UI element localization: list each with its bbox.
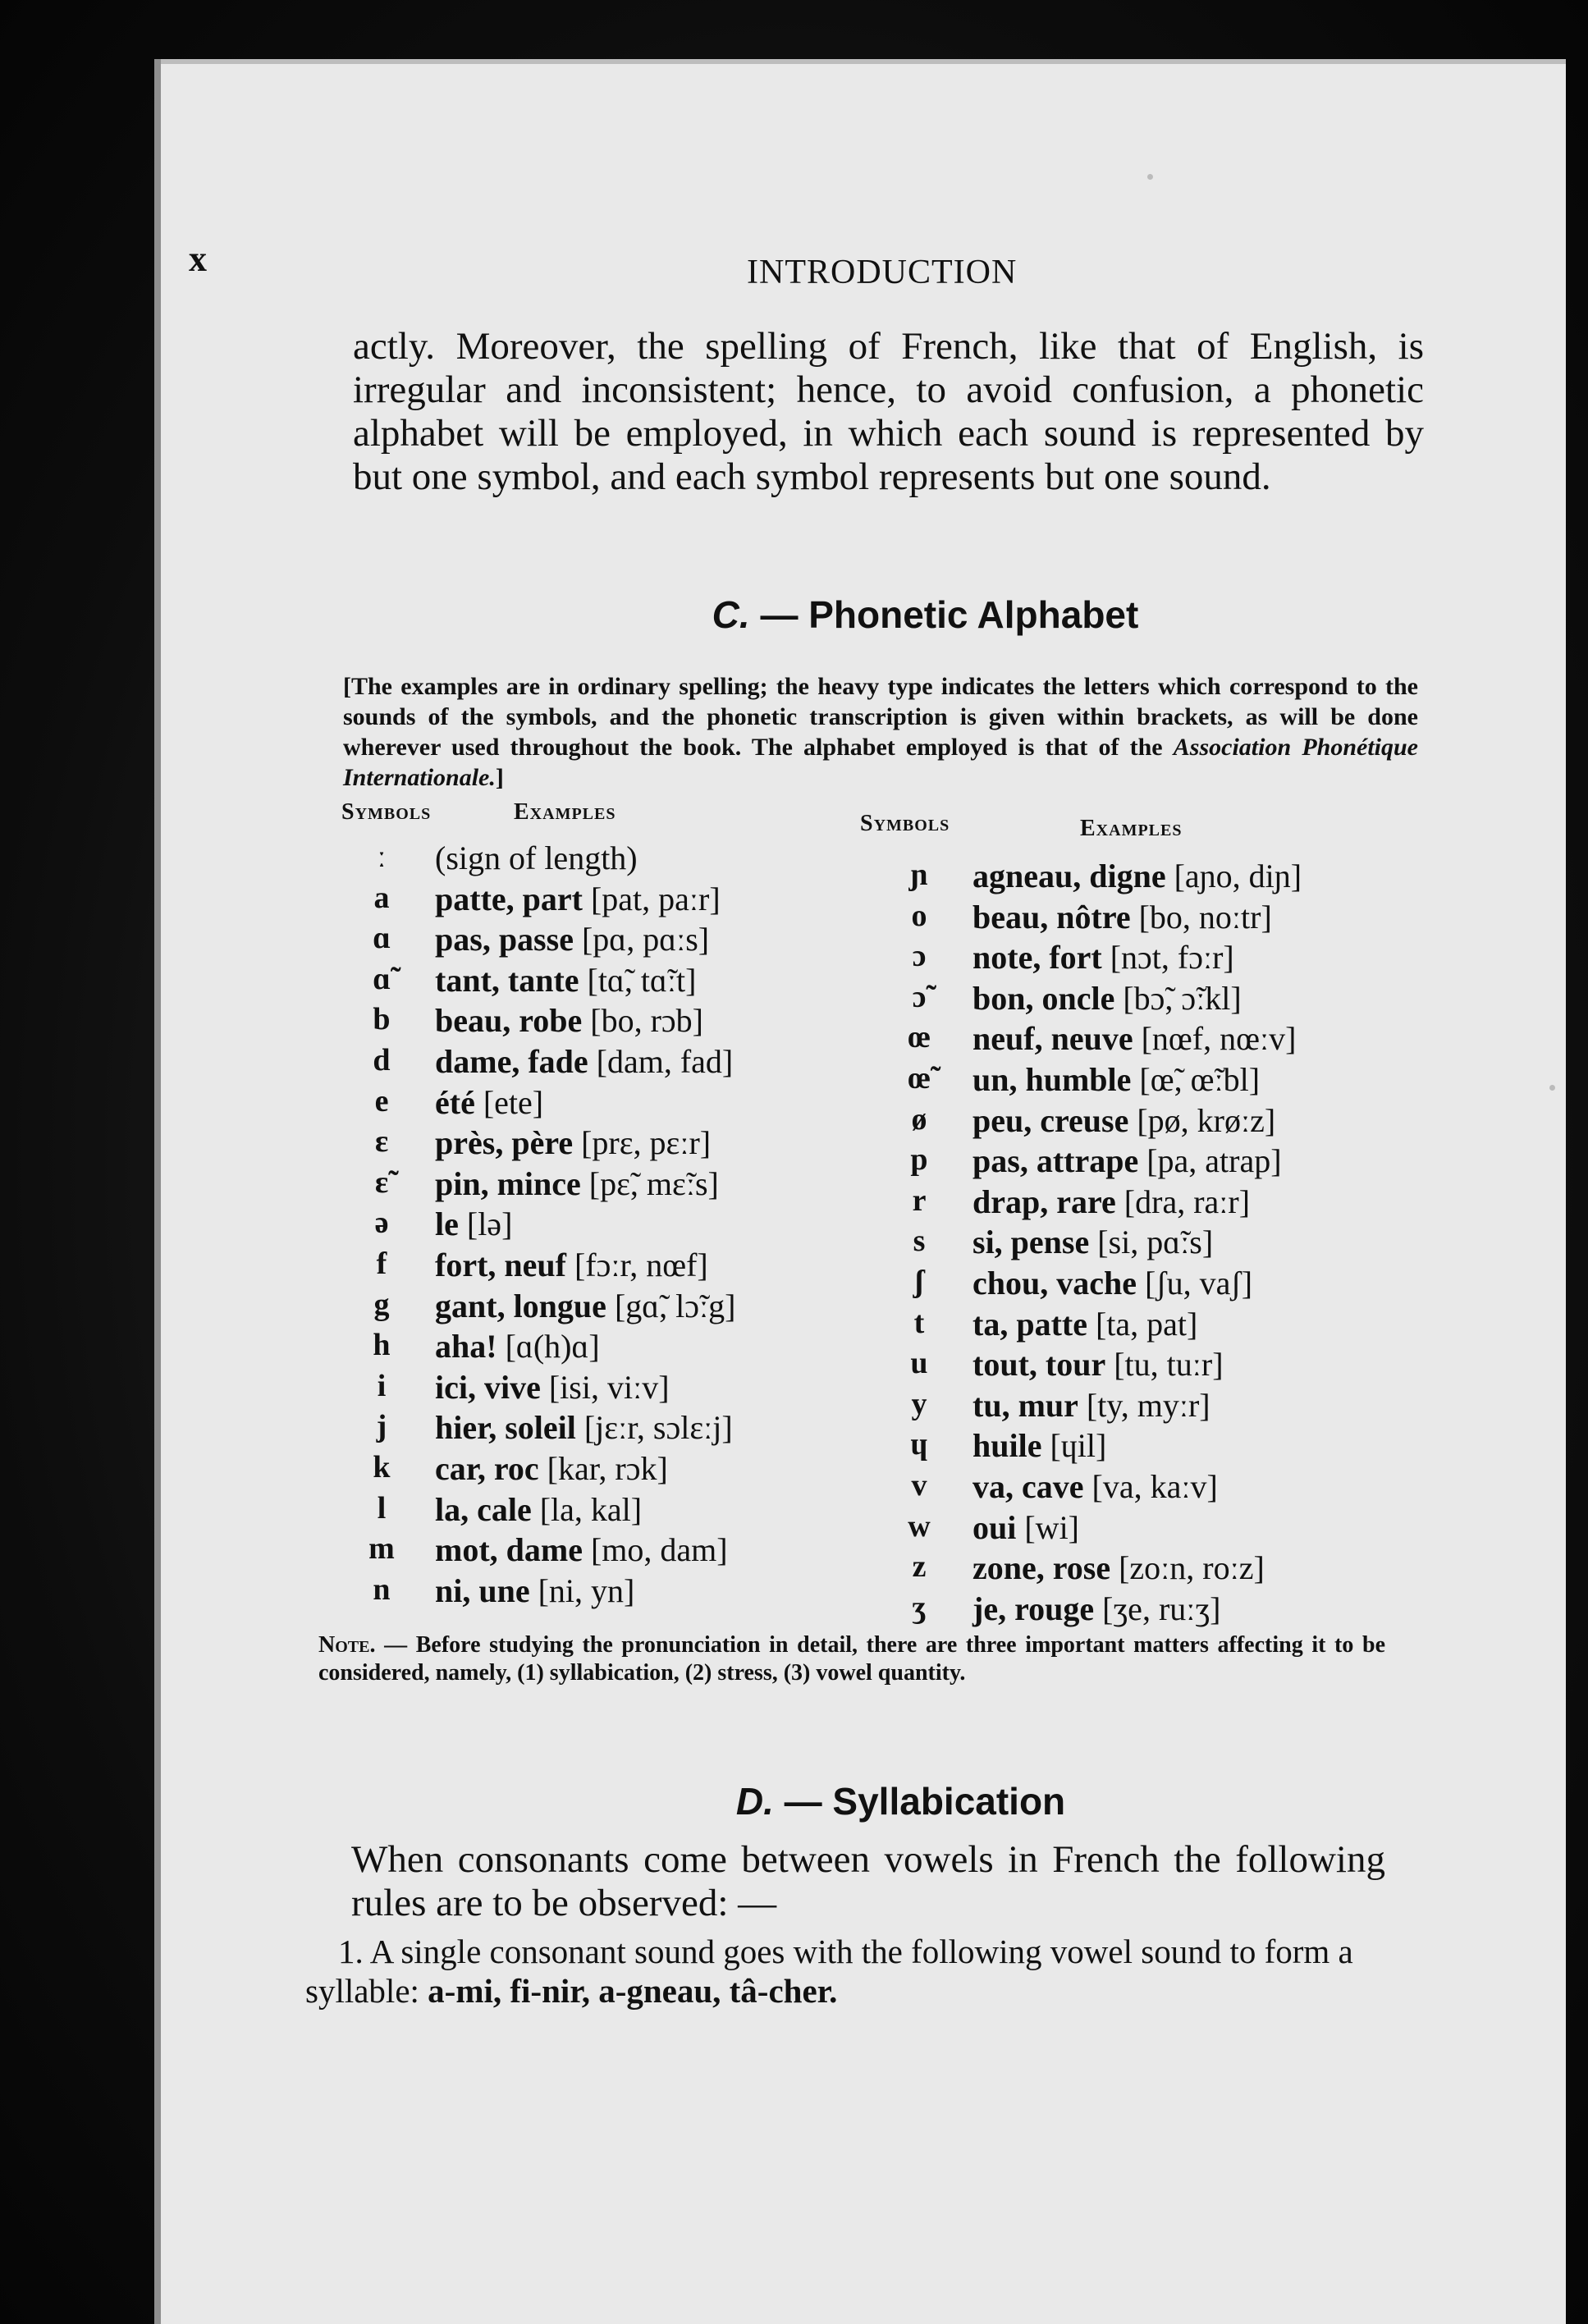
example-right: bon, oncle [bɔ̃, ɔ̃ːkl] [972,979,1242,1017]
symbol-right: ɔ̃ [912,979,927,1014]
symbol-right: u [910,1346,928,1381]
example-right: agneau, digne [aɲo, diɲ] [972,858,1302,894]
example-right: tout, tour [tu, tuːr] [972,1346,1224,1384]
example-left: été [ete] [435,1083,544,1121]
symbol-right: ʃ [914,1265,924,1299]
symbol-right: t [913,1305,925,1340]
example-right: pas, attrape [pa, atrap] [972,1142,1282,1180]
note-text: — Before studying the pronunciation in detail, there are three important matters affecting it to be considered, namely, (1) syllabication, (2) stress, (3) vowel quantity. [318,1632,1385,1686]
example-right: huile [ɥil] [972,1427,1107,1465]
symbol-left: ɑ̃ [373,961,391,996]
col-head-examples-left: Examples [514,799,616,825]
symbol-right: ɥ [910,1427,928,1462]
symbol-right: ɲ [910,858,928,892]
example-right: va, cave [va, kaːv] [972,1468,1218,1505]
syllabication-rule-1 [305,1932,1380,2011]
symbol-left: k [373,1450,391,1485]
example-left: hier, soleil [jɛːr, sɔlɛːj] [435,1409,733,1447]
symbol-right: s [913,1224,926,1259]
rule-1-text: 1. A single consonant sound goes with the following vowel sound to form a syllable: [305,1933,1353,2010]
symbol-left: j [376,1409,387,1444]
col-head-symbols-left: Symbols [341,799,432,825]
symbol-left: ɛ [374,1124,389,1160]
symbol-left: g [373,1287,390,1322]
symbol-left: a [373,880,390,915]
symbol-left: b [373,1002,391,1037]
symbol-right: z [912,1549,927,1585]
example-left: aha! [ɑ(h)ɑ] [435,1328,600,1366]
symbol-right: ʒ [912,1590,927,1625]
example-left: la, cale [la, kal] [435,1490,643,1528]
symbol-right: v [911,1468,927,1503]
symbol-right: r [912,1183,927,1218]
symbol-left: d [373,1043,391,1077]
example-left: près, père [prɛ, pɛːr] [435,1124,712,1162]
symbol-left: m [368,1531,395,1567]
example-right: zone, rose [zoːn, roːz] [972,1549,1265,1587]
example-right: beau, nôtre [bo, noːtr] [972,898,1272,936]
example-left: pas, passe [pɑ, pɑːs] [435,921,710,958]
section-d-heading [107,1779,1588,1823]
example-right: oui [wi] [972,1508,1079,1546]
symbol-right: œ [908,1020,931,1055]
symbol-left: i [377,1368,387,1403]
example-right: drap, rare [dra, raːr] [972,1183,1251,1220]
example-right: note, fort [nɔt, fɔːr] [972,939,1234,977]
page-header [189,238,1420,295]
symbol-left: f [376,1247,387,1281]
example-left: pin, mince [pɛ̃, mɛ̃ːs] [435,1164,719,1202]
example-left: tant, tante [tɑ̃, tɑ̃ːt] [435,961,697,999]
section-c-letter: C. [712,593,750,636]
intro-paragraph: actly. Moreover, the spelling of French, like that of English, is irregular and inconsistent; hence, to avoid confusion, a phonetic alphabet will be employed, in which each sound is represented by but one symbol, and each symbol represents but one sound. [353,325,1424,498]
rule-1-examples: a-mi, fi-nir, a-gneau, tâ-cher. [428,1972,838,2010]
symbol-right: p [910,1142,928,1178]
bracket-note-end: ] [495,764,504,791]
symbol-left: n [373,1571,391,1607]
symbol-right: w [908,1508,931,1544]
example-left: dame, fade [dam, fad] [435,1043,734,1080]
bracket-note [343,671,1418,793]
dust-speck [1147,174,1153,180]
symbol-right: y [911,1386,927,1421]
symbol-right: œ̃ [908,1061,931,1096]
symbol-left: ə [374,1205,389,1241]
section-c-heading [131,592,1588,637]
symbol-left: e [374,1083,389,1119]
example-left: gant, longue [gɑ̃, lɔ̃ːg] [435,1287,736,1324]
symbol-left: l [377,1490,387,1526]
symbol-left: ː [377,839,387,874]
col-head-examples-right: Examples [1080,816,1183,841]
example-right: neuf, neuve [nœf, nœːv] [972,1020,1297,1058]
note-label: Note. [318,1632,376,1658]
dust-speck [1549,1085,1555,1091]
symbol-left: ɛ̃ [374,1164,389,1200]
running-head: INTRODUCTION [747,254,1018,291]
example-left: ni, une [ni, yn] [435,1571,635,1609]
example-right: tu, mur [ty, myːr] [972,1386,1210,1424]
example-left: car, roc [kar, rɔk] [435,1450,668,1487]
bracket-note-italic: Association Phonétique Internationale. [343,734,1418,791]
note-paragraph [318,1631,1385,1687]
col-head-symbols-right: Symbols [860,811,950,836]
section-c-title: — Phonetic Alphabet [760,593,1139,636]
symbol-right: ø [911,1101,927,1137]
example-right: chou, vache [ʃu, vaʃ] [972,1265,1253,1302]
symbol-right: ɔ [912,939,927,974]
example-left: beau, robe [bo, rɔb] [435,1002,703,1040]
symbol-left: ɑ [373,921,391,956]
example-right: ta, patte [ta, pat] [972,1305,1198,1343]
bracket-note-text: [The examples are in ordinary spelling; the heavy type indicates the letters which correspond to the sounds of the symbols, and the phonetic transcription is given within brackets, as will be done wherever used throughout the book. The alphabet employed is that of the [343,673,1418,761]
example-left: patte, part [pat, paːr] [435,880,721,917]
example-right: je, rouge [ʒe, ruːʒ] [972,1590,1221,1627]
page-number: x [189,239,207,279]
example-left: le [lə] [435,1205,513,1243]
example-right: un, humble [œ̃, œ̃ːbl] [972,1061,1261,1098]
example-right: peu, creuse [pø, krøːz] [972,1101,1276,1139]
example-left: (sign of length) [435,839,638,876]
example-left: ici, vive [isi, viːv] [435,1368,670,1406]
symbol-right: o [911,898,927,933]
symbol-left: h [373,1328,391,1363]
section-d-letter: D. [735,1780,774,1823]
example-left: fort, neuf [fɔːr, nœf] [435,1247,708,1283]
syllabication-paragraph: When consonants come between vowels in French the following rules are to be observed: — [351,1838,1385,1924]
section-d-title: — Syllabication [784,1780,1066,1823]
example-right: si, pense [si, pɑ̃ːs] [972,1224,1214,1261]
example-left: mot, dame [mo, dam] [435,1531,728,1569]
